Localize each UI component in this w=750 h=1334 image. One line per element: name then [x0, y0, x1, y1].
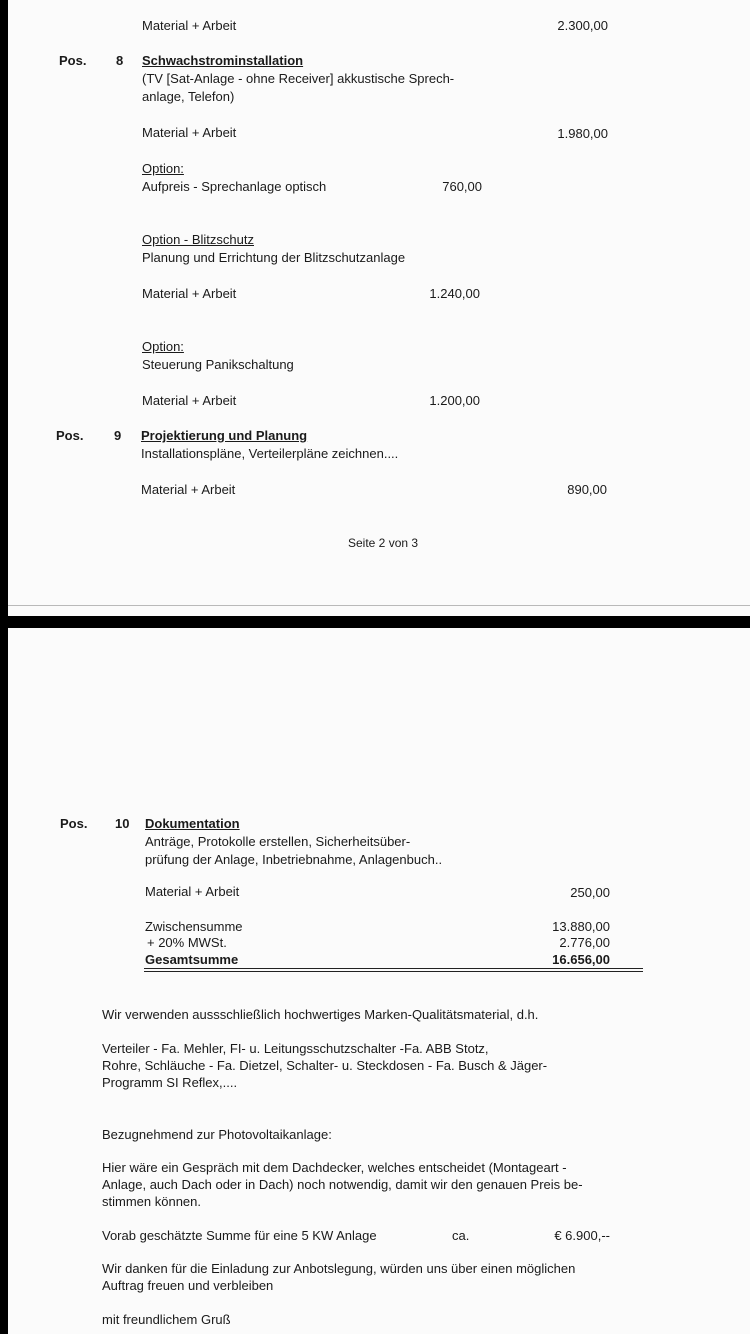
suppliers-line3: Programm SI Reflex,.... — [102, 1075, 238, 1090]
pos8-title: Schwachstrominstallation — [142, 53, 304, 68]
option1-value: 760,00 — [442, 179, 482, 194]
option3-value: 1.200,00 — [429, 393, 480, 408]
thanks-line1: Wir danken für die Einladung zur Anbotslegung, würden uns über einen möglichen — [102, 1261, 576, 1276]
suppliers-line1: Verteiler - Fa. Mehler, FI- u. Leitungsschutzschalter -Fa. ABB Stotz, — [102, 1041, 489, 1056]
closing-greeting: mit freundlichem Gruß — [102, 1312, 231, 1327]
option3-material-label: Material + Arbeit — [142, 393, 237, 408]
pv-line2: Anlage, auch Dach oder in Dach) noch notwendig, damit wir den genauen Preis be- — [102, 1177, 583, 1192]
total-underline-1 — [144, 968, 643, 969]
thanks-line2: Auftrag freuen und verbleiben — [102, 1278, 274, 1293]
pos10-title: Dokumentation — [145, 816, 240, 831]
pos8-label: Pos. — [59, 53, 87, 68]
option2-text: Planung und Errichtung der Blitzschutzanlage — [142, 250, 406, 265]
pv-heading: Bezugnehmend zur Photovoltaikanlage: — [102, 1127, 332, 1142]
option3-heading: Option: — [142, 339, 184, 354]
subtotal-value: 13.880,00 — [552, 919, 610, 934]
option2-value: 1.240,00 — [429, 286, 480, 301]
pos8-desc-line2: anlage, Telefon) — [142, 89, 235, 104]
option2-heading: Option - Blitzschutz — [142, 232, 254, 247]
option1-heading: Option: — [142, 161, 184, 176]
estimate-label: Vorab geschätzte Summe für eine 5 KW Anlage — [102, 1228, 377, 1243]
pos7-material-value: 2.300,00 — [557, 18, 608, 33]
pos9-label: Pos. — [56, 428, 84, 443]
pos8-material-label: Material + Arbeit — [142, 125, 237, 140]
pv-line3: stimmen können. — [102, 1194, 201, 1209]
material-paragraph: Wir verwenden aussschließlich hochwertiges Marken-Qualitätsmaterial, d.h. — [102, 1007, 539, 1022]
pos9-material-value: 890,00 — [567, 482, 607, 497]
vat-label: + 20% MWSt. — [147, 935, 227, 950]
option1-text: Aufpreis - Sprechanlage optisch — [142, 179, 327, 194]
suppliers-line2: Rohre, Schläuche - Fa. Dietzel, Schalter- u. Steckdosen - Fa. Busch & Jäger- — [102, 1058, 548, 1073]
vat-value: 2.776,00 — [559, 935, 610, 950]
total-underline-2 — [144, 971, 643, 972]
estimate-value: € 6.900,-- — [554, 1228, 610, 1243]
pos10-label: Pos. — [60, 816, 88, 831]
pos10-material-value: 250,00 — [570, 885, 610, 900]
pv-line1: Hier wäre ein Gespräch mit dem Dachdecker, welches entscheidet (Montageart - — [102, 1160, 567, 1175]
page-footer: Seite 2 von 3 — [348, 536, 419, 550]
pos9-number: 9 — [114, 428, 122, 443]
estimate-ca: ca. — [452, 1228, 470, 1243]
document-page-2 — [8, 0, 750, 616]
pos10-desc-line1: Anträge, Protokolle erstellen, Sicherheitsüber- — [145, 834, 411, 849]
total-label: Gesamtsumme — [145, 952, 239, 967]
page-divider — [8, 605, 750, 606]
pos10-material-label: Material + Arbeit — [145, 884, 240, 899]
pos10-desc-line2: prüfung der Anlage, Inbetriebnahme, Anlagenbuch.. — [145, 852, 443, 867]
subtotal-label: Zwischensumme — [145, 919, 243, 934]
pos8-desc-line1: (TV [Sat-Anlage - ohne Receiver] akkustische Sprech- — [142, 71, 455, 86]
pos7-material-label: Material + Arbeit — [142, 18, 237, 33]
pos9-material-label: Material + Arbeit — [141, 482, 236, 497]
pos9-desc: Installationspläne, Verteilerpläne zeichnen.... — [141, 446, 399, 461]
pos10-number: 10 — [115, 816, 130, 831]
pos8-number: 8 — [116, 53, 124, 68]
document-page-3 — [8, 628, 750, 1334]
pos8-material-value: 1.980,00 — [557, 126, 608, 141]
pos9-title: Projektierung und Planung — [141, 428, 308, 443]
total-value: 16.656,00 — [552, 952, 610, 967]
option3-text: Steuerung Panikschaltung — [142, 357, 294, 372]
option2-material-label: Material + Arbeit — [142, 286, 237, 301]
